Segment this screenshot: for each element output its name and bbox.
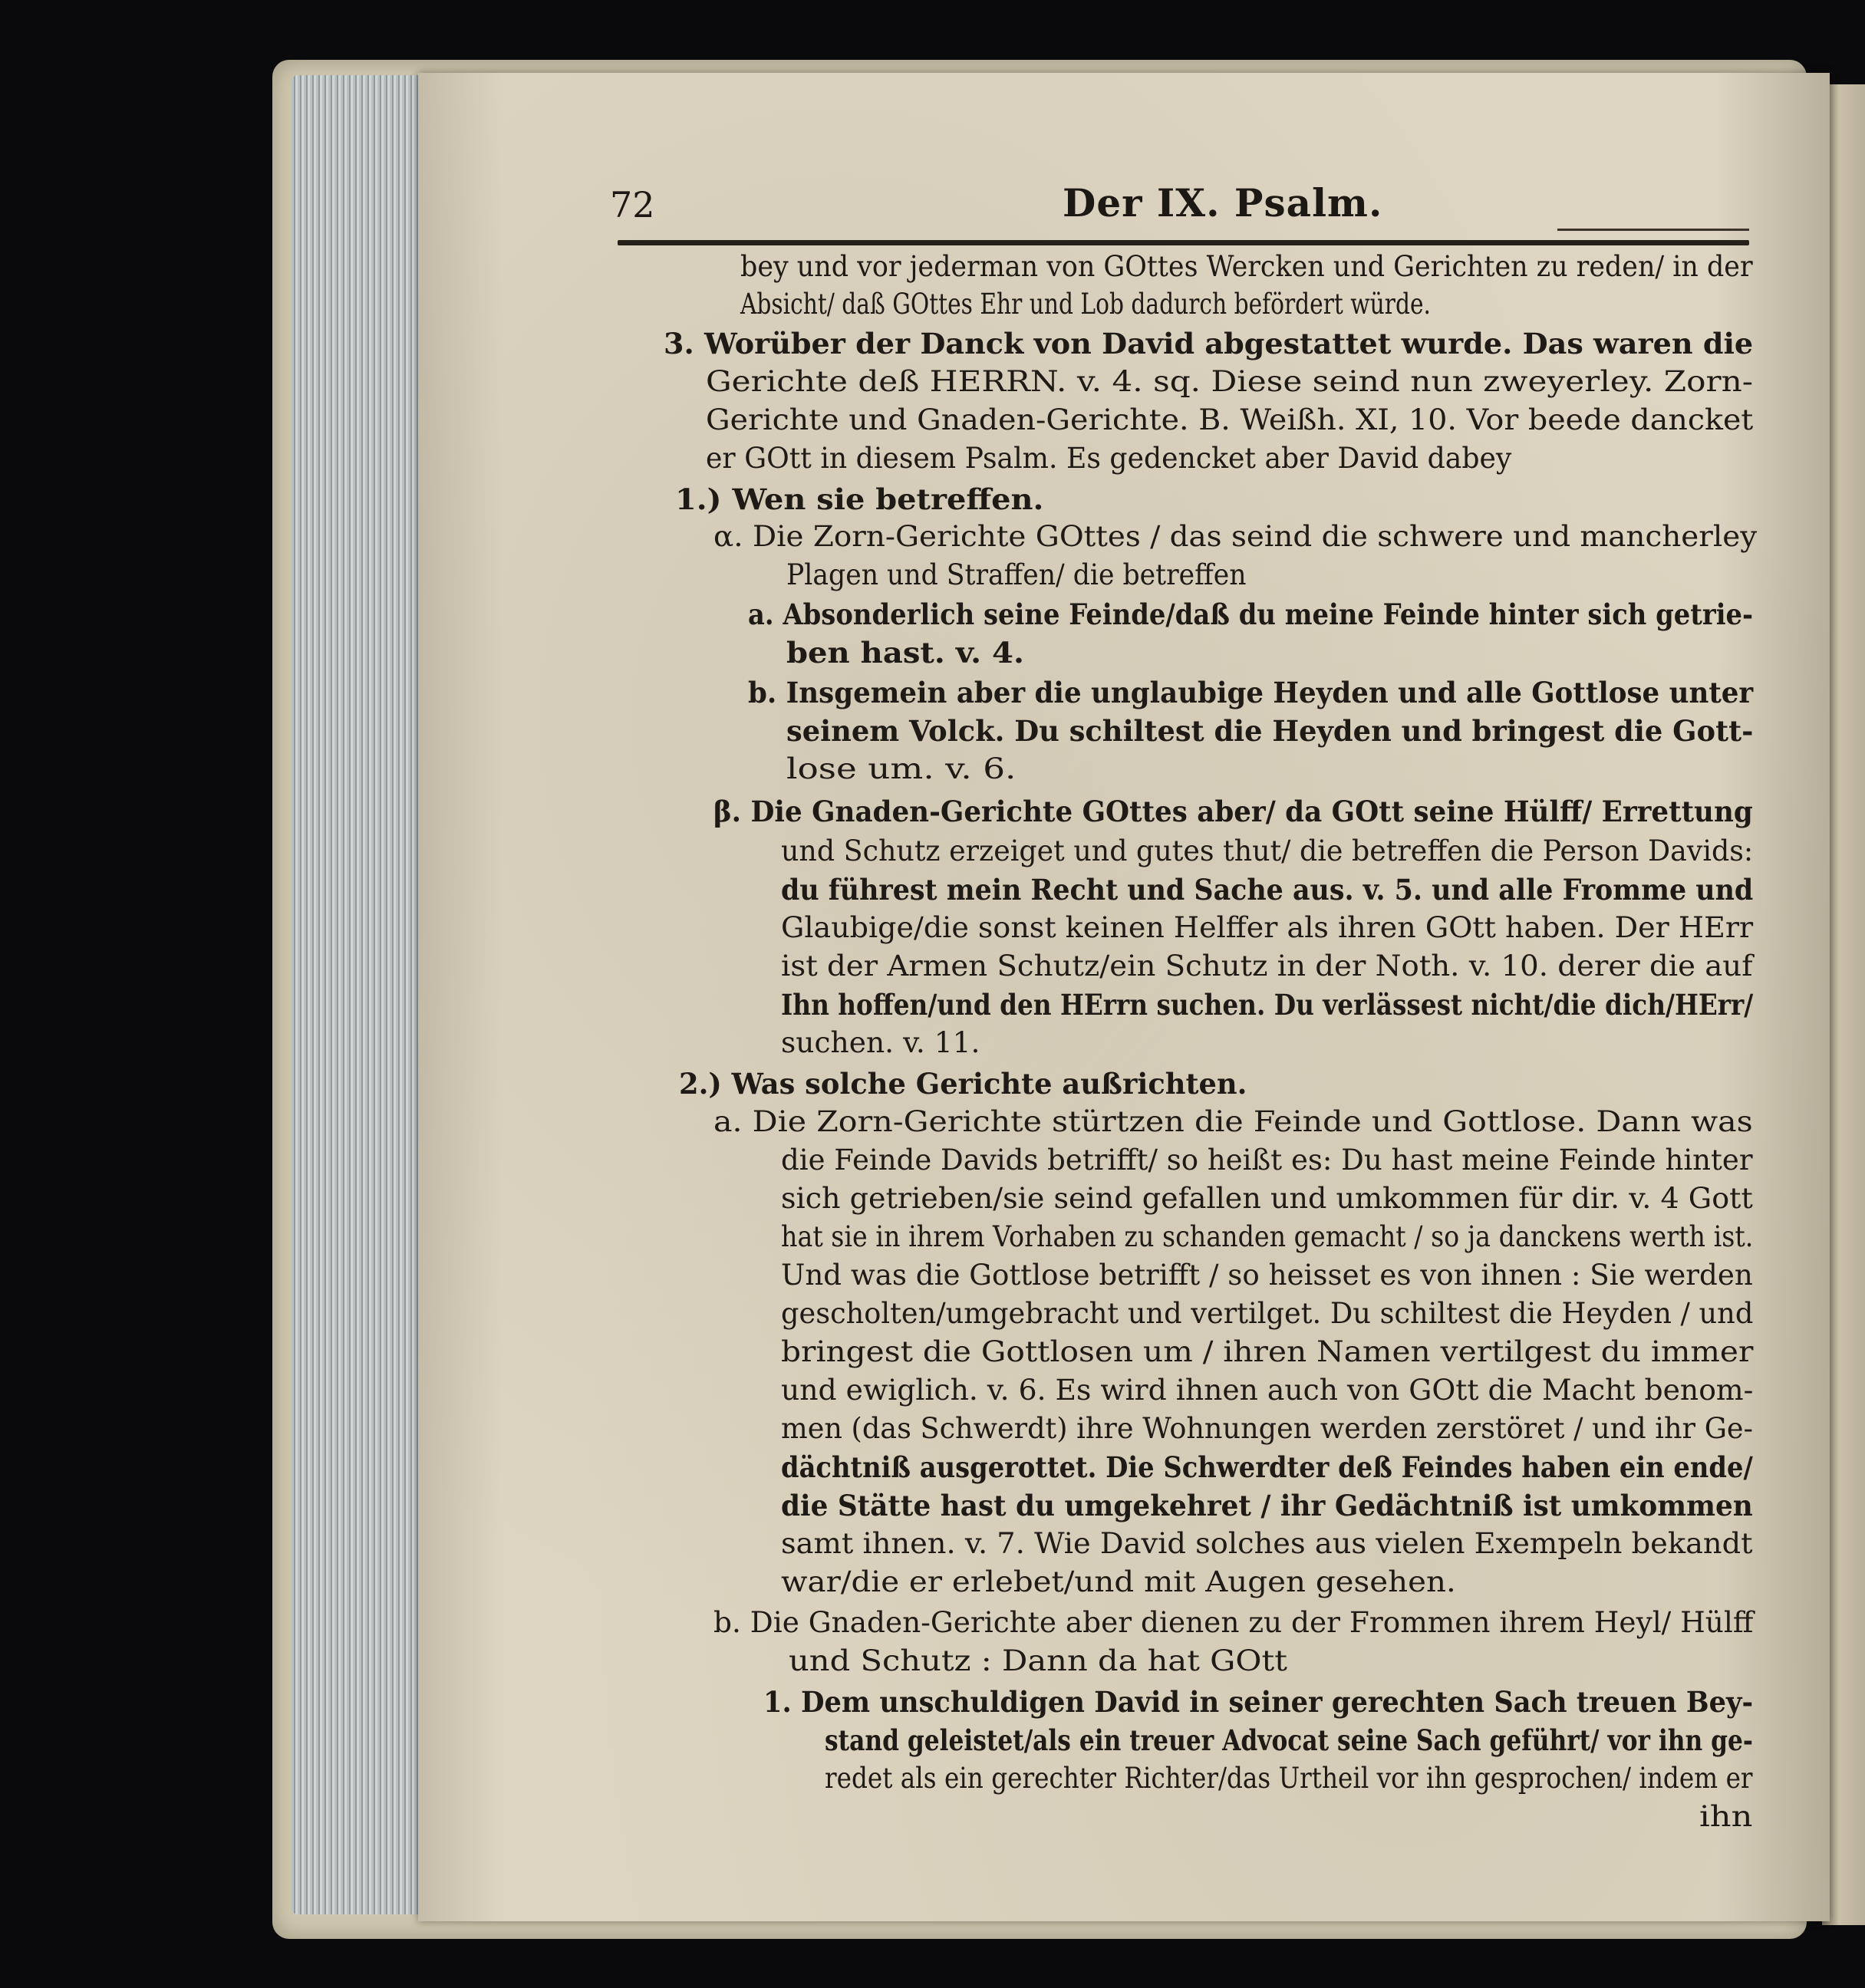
text-line: a. Die Zorn-Gerichte stürtzen die Feinde und Gottlose. Dann was <box>713 1105 1753 1138</box>
text-line: bringest die Gottlosen um / ihren Namen vertilgest du immer <box>781 1335 1754 1368</box>
text-line: seinem Volck. Du schiltest die Heyden und bringest die Gott- <box>786 714 1754 748</box>
text-line: 1.) Wen sie betreffen. <box>675 482 1044 516</box>
text-line: ist der Armen Schutz/ein Schutz in der Noth. v. 10. derer die auf <box>781 950 1753 982</box>
text-line: Ihn hoffen/und den HErrn suchen. Du verlässest nicht/die dich/HErr/ <box>781 988 1754 1022</box>
text-line: und Schutz : Dann da hat GOtt <box>789 1644 1287 1677</box>
text-line: Glaubige/die sonst keinen Helffer als ihren GOtt haben. Der HErr <box>781 911 1754 944</box>
text-line: lose um. v. 6. <box>786 752 1017 785</box>
header-rule-top <box>1557 229 1749 231</box>
text-line: und Schutz erzeiget und gutes thut/ die betreffen die Person Davids: <box>781 834 1754 867</box>
text-line: suchen. v. 11. <box>781 1026 980 1059</box>
text-line: redet als ein gerechter Richter/das Urtheil vor ihn gesprochen/ indem er <box>825 1762 1753 1795</box>
text-line: die Feinde Davids betrifft/ so heißt es: Du hast meine Feinde hinter <box>781 1144 1753 1177</box>
text-line: du führest mein Recht und Sache aus. v. 5. und alle Fromme und <box>781 873 1754 907</box>
text-line: samt ihnen. v. 7. Wie David solches aus vielen Exempeln bekandt <box>781 1527 1753 1560</box>
text-line: Plagen und Straffen/ die betreffen <box>786 558 1247 591</box>
text-line: 3. Worüber der Danck von David abgestattet wurde. Das waren die <box>664 327 1754 360</box>
text-line: hat sie in ihrem Vorhaben zu schanden gemacht / so ja danckens werth ist. <box>781 1220 1754 1253</box>
text-line: β. Die Gnaden-Gerichte GOttes aber/ da GOtt seine Hülff/ Errettung <box>713 795 1753 828</box>
text-line: dächtniß ausgerottet. Die Schwerdter deß Feindes haben ein ende/ <box>781 1450 1753 1484</box>
text-line: Absicht/ daß GOttes Ehr und Lob dadurch befördert würde. <box>740 288 1431 321</box>
text-line: bey und vor jederman von GOttes Wercken und Gerichten zu reden/ in der <box>740 250 1753 283</box>
text-line: sich getrieben/sie seind gefallen und umkommen für dir. v. 4 Gott <box>781 1182 1753 1215</box>
text-line: b. Die Gnaden-Gerichte aber dienen zu der Frommen ihrem Heyl/ Hülff <box>713 1606 1754 1639</box>
text-line: stand geleistet/als ein treuer Advocat seine Sach geführt/ vor ihn ge- <box>825 1723 1753 1757</box>
text-line: ben hast. v. 4. <box>786 636 1024 670</box>
text-line: war/die er erlebet/und mit Augen gesehen. <box>781 1565 1456 1598</box>
text-line: 2.) Was solche Gerichte außrichten. <box>679 1067 1247 1101</box>
header-rule <box>618 240 1749 245</box>
text-line: Gerichte deß HERRN. v. 4. sq. Diese seind nun zweyerley. Zorn- <box>706 365 1754 398</box>
text-line: ihn <box>1699 1800 1753 1833</box>
text-line: b. Insgemein aber die unglaubige Heyden und alle Gottlose unter <box>748 676 1754 709</box>
running-head: Der IX. Psalm. <box>1063 180 1383 225</box>
text-line: 1. Dem unschuldigen David in seiner gerechten Sach treuen Bey- <box>763 1685 1754 1719</box>
text-line: a. Absonderlich seine Feinde/daß du meine Feinde hinter sich getrie- <box>748 597 1754 631</box>
text-line: er GOtt in diesem Psalm. Es gedencket aber David dabey <box>706 442 1512 475</box>
text-line: α. Die Zorn-Gerichte GOttes / das seind die schwere und mancherley <box>713 520 1758 553</box>
text-line: Und was die Gottlose betrifft / so heisset es von ihnen : Sie werden <box>781 1259 1753 1292</box>
text-line: gescholten/umgebracht und vertilget. Du schiltest die Heyden / und <box>781 1297 1754 1330</box>
text-line: men (das Schwerdt) ihre Wohnungen werden zerstöret / und ihr Ge- <box>781 1412 1753 1445</box>
text-line: Gerichte und Gnaden-Gerichte. B. Weißh. XI, 10. Vor beede dancket <box>706 403 1754 436</box>
text-line: die Stätte hast du umgekehret / ihr Gedächtniß ist umkommen <box>781 1489 1753 1522</box>
text-line: und ewiglich. v. 6. Es wird ihnen auch von GOtt die Macht benom- <box>781 1374 1754 1407</box>
page-number: 72 <box>610 184 655 225</box>
